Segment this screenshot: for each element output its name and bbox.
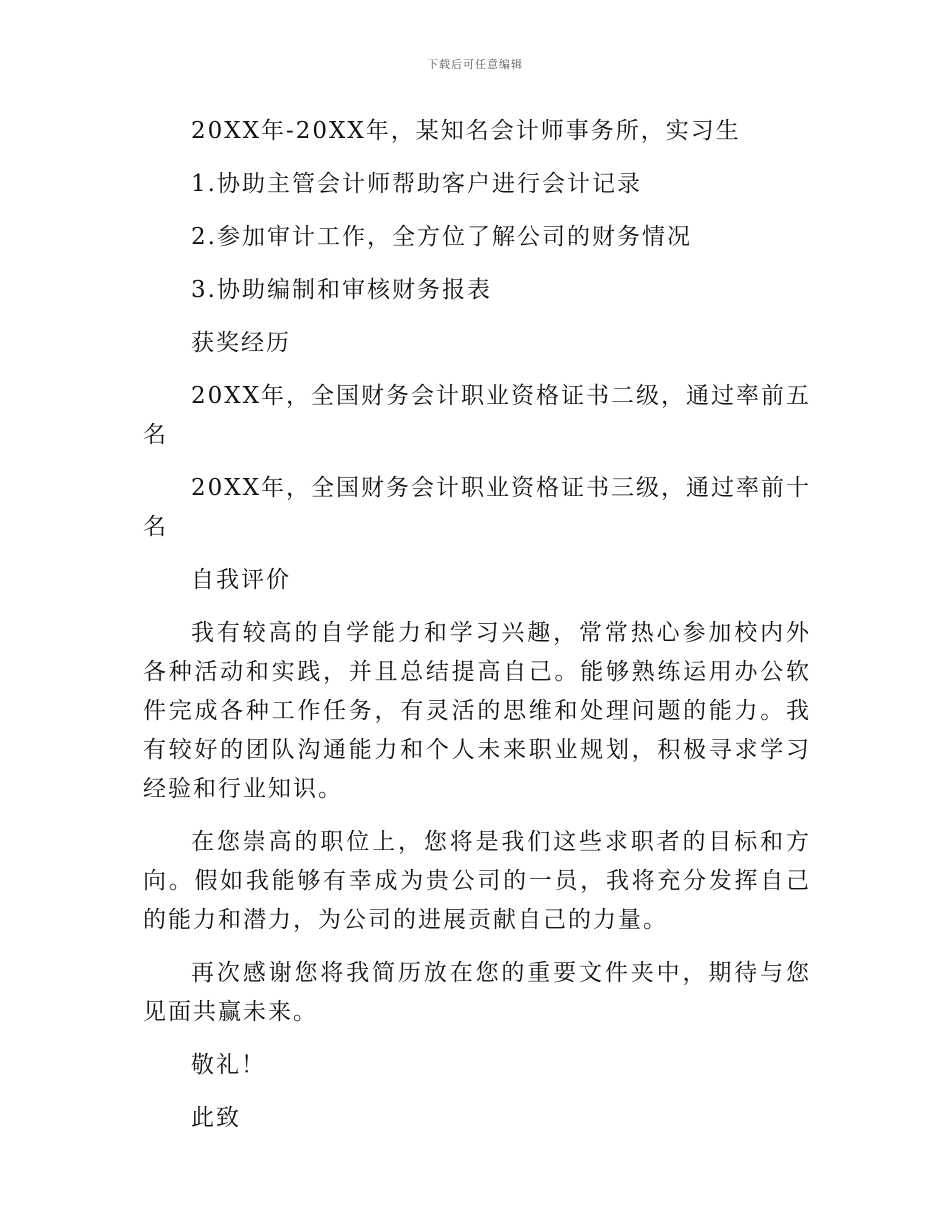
page-header-note: 下载后可任意编辑 bbox=[427, 58, 523, 71]
section-heading-self-evaluation: 自我评价 bbox=[191, 567, 291, 593]
closing-paragraph-1: 在您崇高的职位上，您将是我们这些求职者的目标和方向。假如我能够有幸成为贵公司的一员，我将充分发挥自己的能力和潜力，为公司的进展贡献自己的力量。 bbox=[143, 829, 811, 933]
duty-item-1: 1.协助主管会计师帮助客户进行会计记录 bbox=[191, 171, 642, 197]
duty-item-3: 3.协助编制和审核财务报表 bbox=[191, 277, 492, 303]
internship-entry: 20XX年-20XX年，某知名会计师事务所，实习生 bbox=[191, 118, 741, 144]
self-evaluation-text: 我有较高的自学能力和学习兴趣，常常热心参加校内外各种活动和实践，并且总结提高自己。能够熟练运用办公软件完成各种工作任务，有灵活的思维和处理问题的能力。我有较好的团队沟通能力和个人未来职业规划，积极寻求学习经验和行业知识。 bbox=[143, 620, 811, 802]
closing-phrase: 此致 bbox=[191, 1105, 241, 1131]
duty-item-2: 2.参加审计工作，全方位了解公司的财务情况 bbox=[191, 224, 692, 250]
document-body bbox=[143, 112, 811, 1152]
award-entry-2: 20XX年，全国财务会计职业资格证书三级，通过率前十名 bbox=[143, 475, 812, 540]
award-entry-1: 20XX年，全国财务会计职业资格证书二级，通过率前五名 bbox=[143, 383, 812, 448]
closing-paragraph-2: 再次感谢您将我简历放在您的重要文件夹中，期待与您见面共赢未来。 bbox=[143, 960, 811, 1025]
section-heading-awards: 获奖经历 bbox=[191, 330, 291, 356]
salutation: 敬礼！ bbox=[191, 1052, 266, 1078]
